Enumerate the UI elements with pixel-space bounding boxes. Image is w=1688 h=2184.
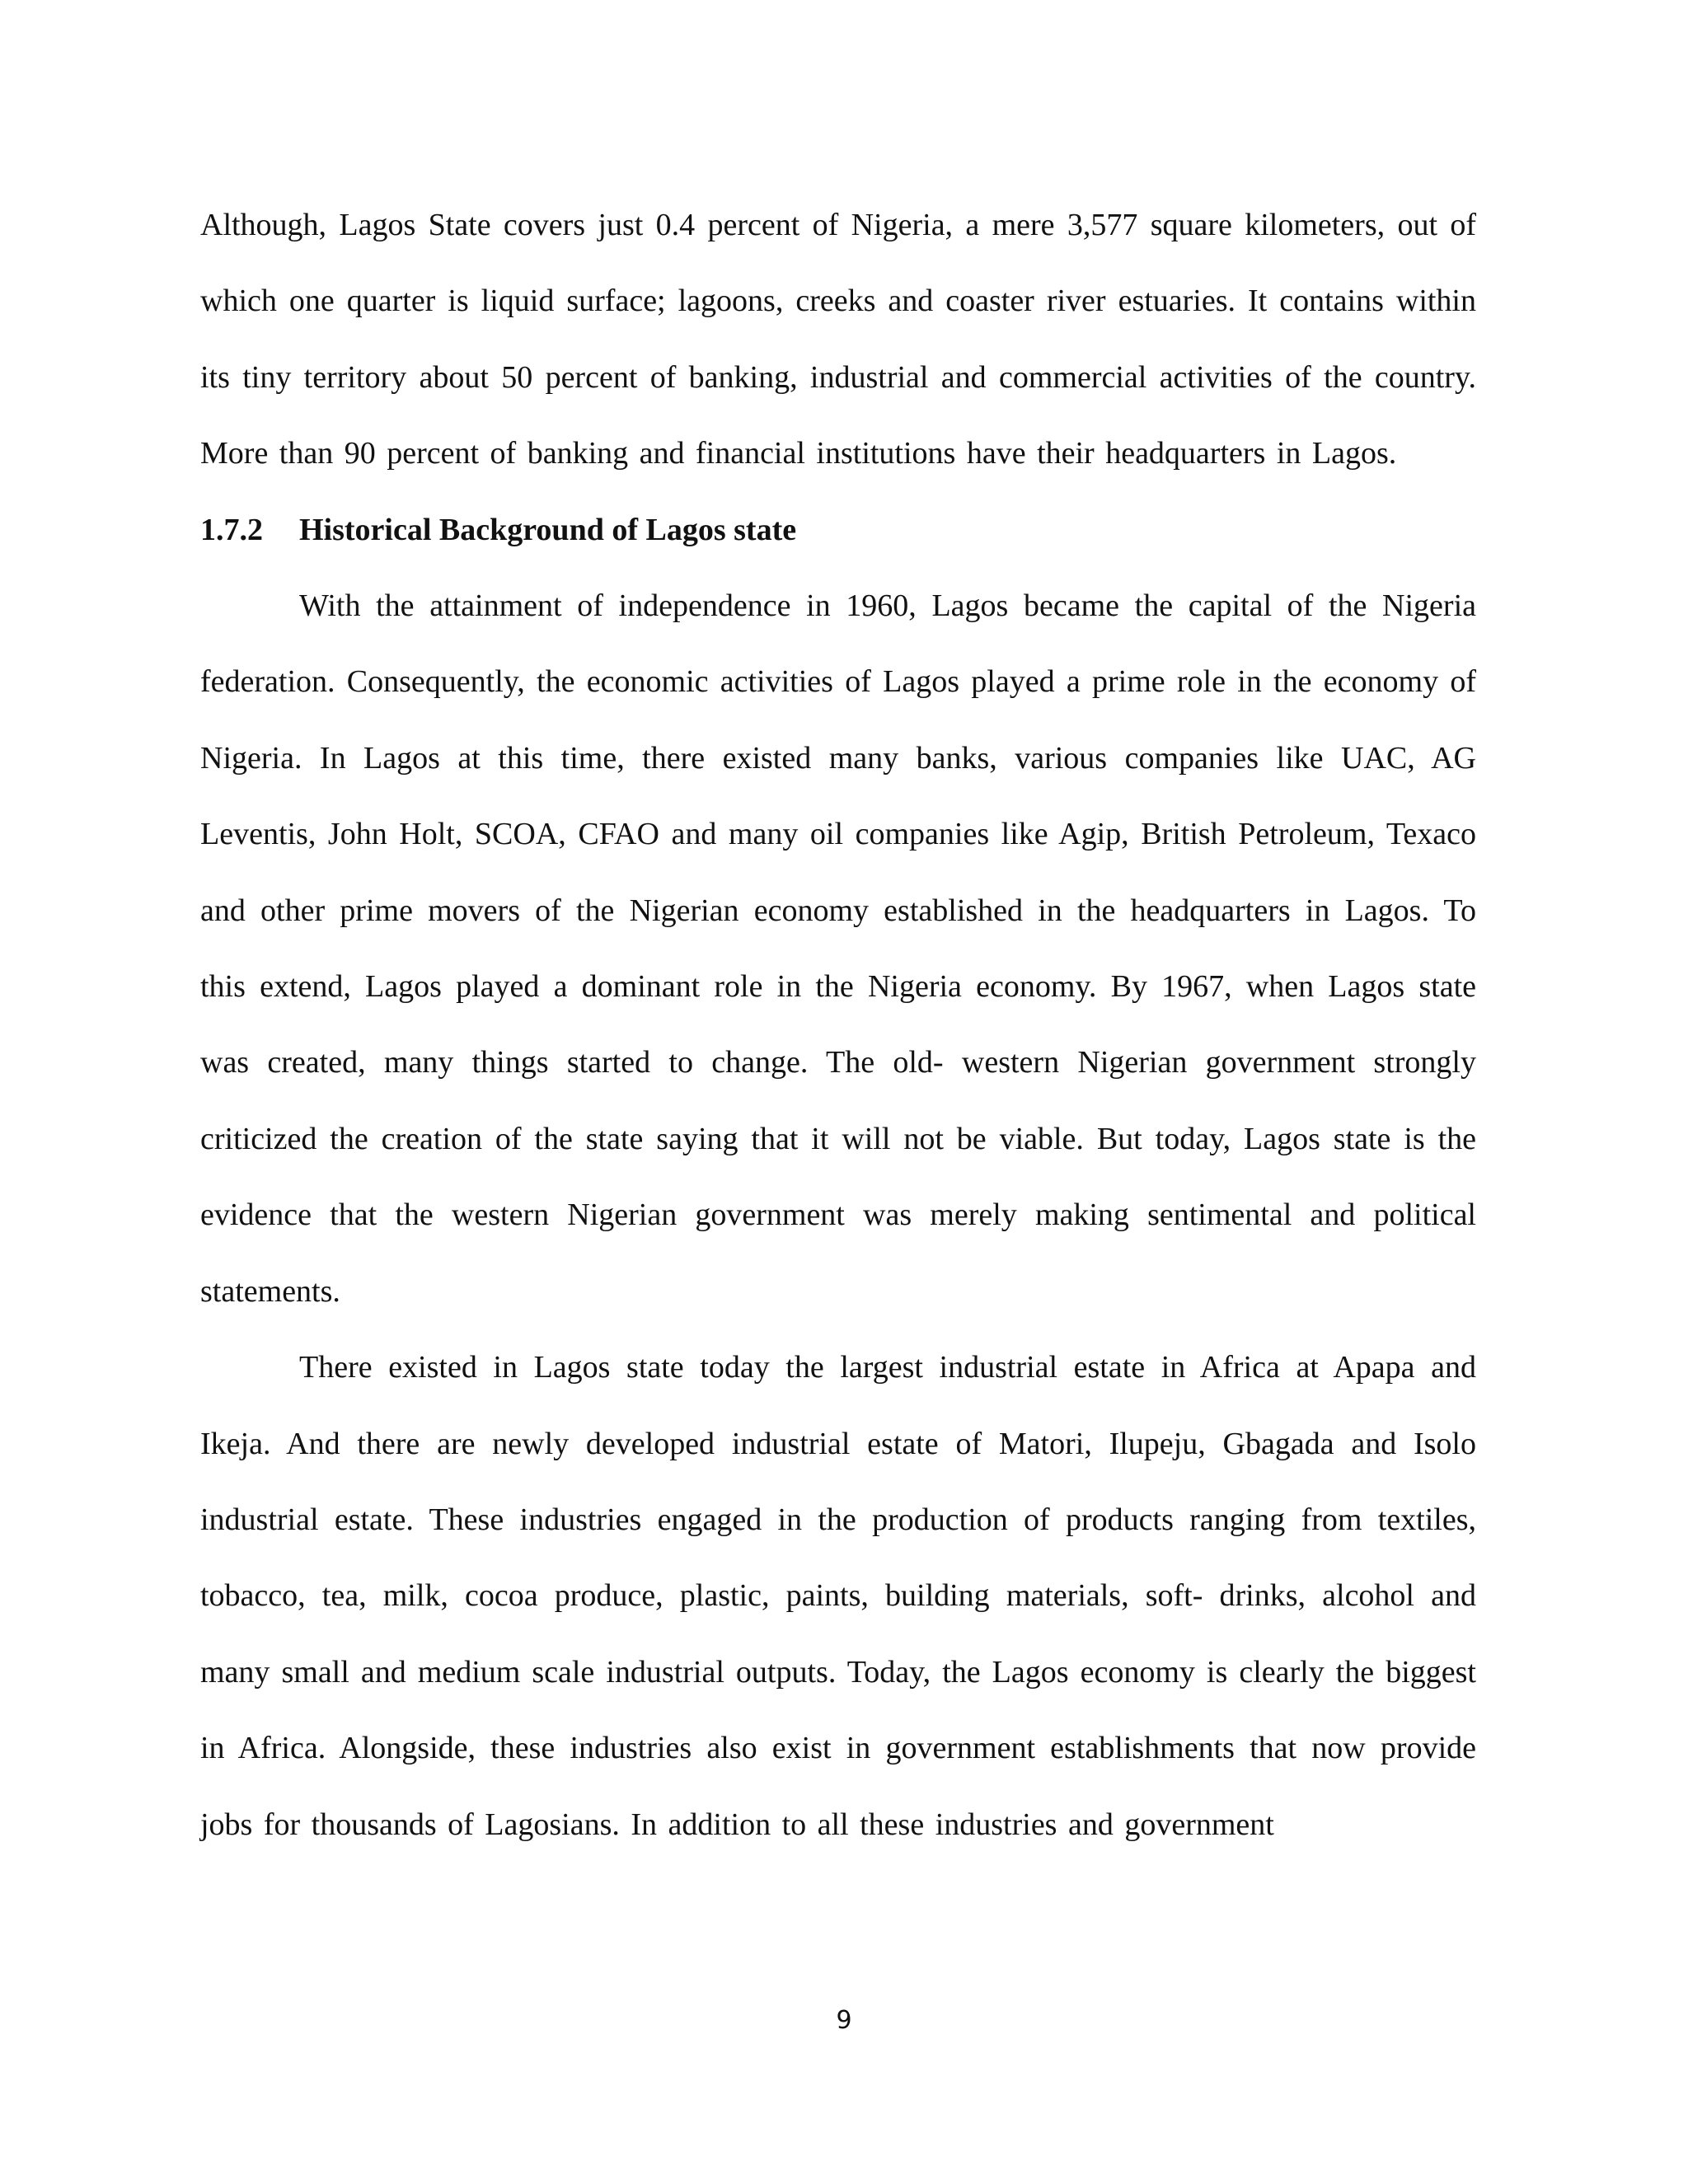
paragraph-industry: There existed in Lagos state today the largest industrial estate in Africa at Apapa and Ikeja. And there are newly developed industrial estate of Matori, Ilupeju, Gbagada and Isolo industrial estate. These industries engaged in the production of products ranging from textiles, tobacco, tea, milk, cocoa produce, plastic, paints, building materials, soft- drinks, alcohol and many small and medium scale industrial outputs. Today, the Lagos economy is clearly the biggest in Africa. Alongside, these industries also exist in government establishments that now provide jobs for thousands of Lagosians. In addition to all these industries and government [200,1350,1476,1842]
paragraph-history: With the attainment of independence in 1960, Lagos became the capital of the Nigeria federation. Consequently, the economic activities of Lagos played a prime role in the economy of Nigeria. In Lagos at this time, there existed many banks, various companies like UAC, AG Leventis, John Holt, SCOA, CFAO and many oil companies like Agip, British Petroleum, Texaco and other prime movers of the Nigerian economy established in the headquarters in Lagos. To this extend, Lagos played a dominant role in the Nigeria economy. By 1967, when Lagos state was created, many things started to change. The old- western Nigerian government strongly criticized the creation of the state saying that it will not be viable. But today, Lagos state is the evidence that the western Nigerian government was merely making sentimental and political statements. [200,588,1476,1309]
section-heading [200,492,1476,568]
page-number: 9 [836,2006,852,2035]
paragraph-intro: Although, Lagos State covers just 0.4 percent of Nigeria, a mere 3,577 square kilometers, out of which one quarter is liquid surface; lagoons, creeks and coaster river estuaries. It contains within its tiny territory about 50 percent of banking, industrial and commercial activities of the country. More than 90 percent of banking and financial institutions have their headquarters in Lagos. [200,208,1476,471]
body-text [200,187,1476,1863]
section-title: Historical Background of Lagos state [299,512,797,547]
section-number: 1.7.2 [200,512,263,547]
